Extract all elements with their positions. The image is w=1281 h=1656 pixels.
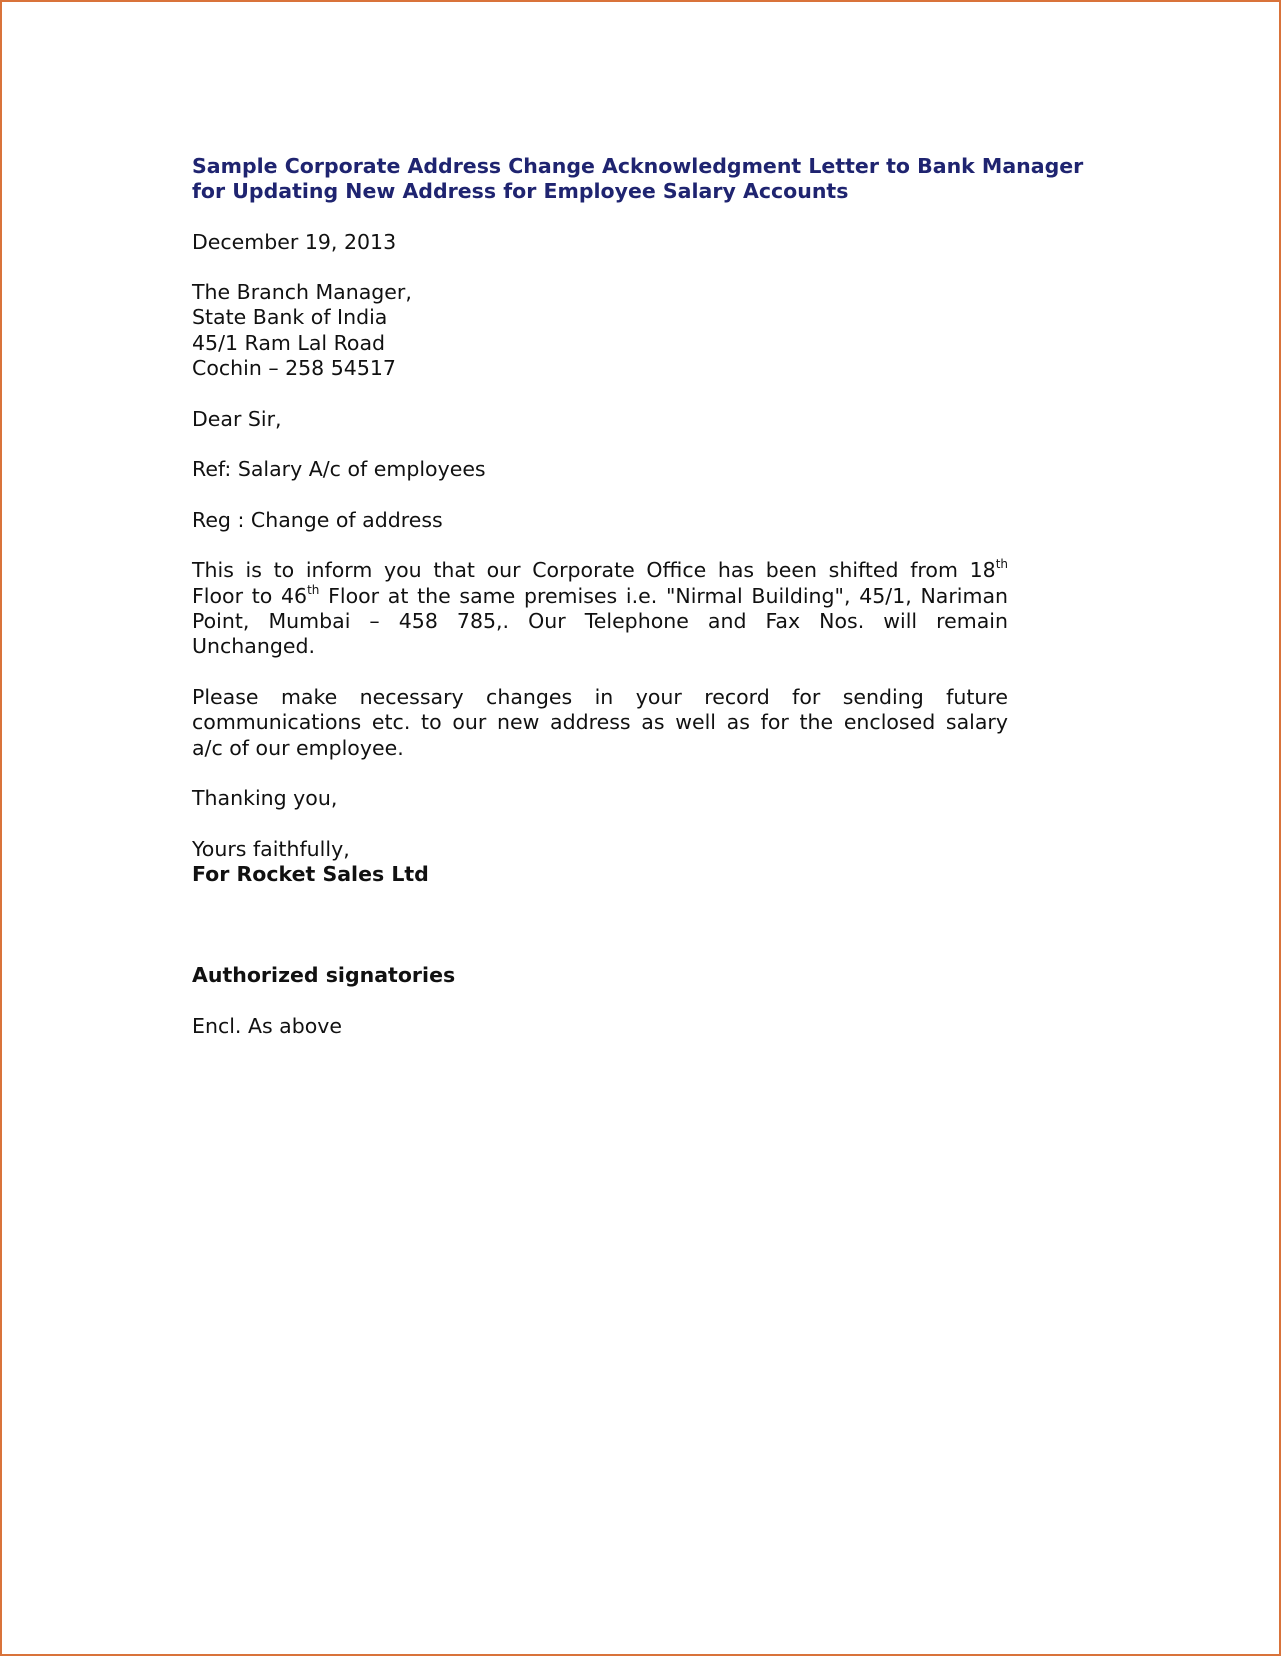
letter-body xyxy=(192,154,1084,1065)
paragraph-1 xyxy=(192,558,1008,659)
recipient-line-1: The Branch Manager, xyxy=(192,280,412,305)
date-text: December 19, 2013 xyxy=(192,229,397,254)
enclosure-text: Encl. As above xyxy=(192,1013,343,1038)
closing-text: Yours faithfully, xyxy=(192,836,350,861)
p1-sup-1: th xyxy=(995,557,1008,572)
paragraph-1-line-2 xyxy=(192,584,1008,609)
paragraph-1-line-1 xyxy=(192,558,1008,583)
title-line-2: for Updating New Address for Employee Salary Accounts xyxy=(192,179,849,204)
p1-part-3: Floor at the same premises i.e. "Nirmal Building", 45/1, Nariman xyxy=(319,583,1008,608)
letter-title xyxy=(192,154,1092,205)
recipient-line-2: State Bank of India xyxy=(192,305,388,330)
signatory-block xyxy=(192,963,1008,988)
regarding-line xyxy=(192,508,1008,533)
p1-part-2: Floor to 46 xyxy=(192,583,308,608)
salutation xyxy=(192,407,1008,432)
regarding-text: Reg : Change of address xyxy=(192,507,443,532)
title-line-1: Sample Corporate Address Change Acknowledgment Letter to Bank Manager xyxy=(192,154,1084,178)
reference-text: Ref: Salary A/c of employees xyxy=(192,457,486,482)
recipient-line-3: 45/1 Ram Lal Road xyxy=(192,330,386,355)
closing-thanks xyxy=(192,786,1008,811)
paragraph-2-line-3: a/c of our employee. xyxy=(192,735,404,760)
paragraph-2-line-1: Please make necessary changes in your record for sending future xyxy=(192,684,1008,709)
paragraph-2-line-2: communications etc. to our new address as well as for the enclosed salary xyxy=(192,710,1008,735)
salutation-text: Dear Sir, xyxy=(192,406,282,431)
paragraph-2 xyxy=(192,685,1008,761)
recipient-line-4: Cochin – 258 54517 xyxy=(192,356,396,381)
closing-block xyxy=(192,837,1008,888)
reference-line xyxy=(192,457,1008,482)
p1-part-1: This is to inform you that our Corporate Office has been shifted from 18 xyxy=(192,558,996,583)
letter-date xyxy=(192,230,1008,255)
signatory-text: Authorized signatories xyxy=(192,963,456,988)
p1-sup-2: th xyxy=(307,582,320,597)
signature-space xyxy=(192,887,1008,963)
thanks-text: Thanking you, xyxy=(192,786,338,811)
paragraph-1-line-3: Point, Mumbai – 458 785,. Our Telephone and Fax Nos. will remain xyxy=(192,609,1008,634)
enclosure-block xyxy=(192,1014,1008,1039)
company-name: For Rocket Sales Ltd xyxy=(192,862,429,887)
paragraph-1-line-4: Unchanged. xyxy=(192,634,315,659)
recipient-address xyxy=(192,280,1008,381)
